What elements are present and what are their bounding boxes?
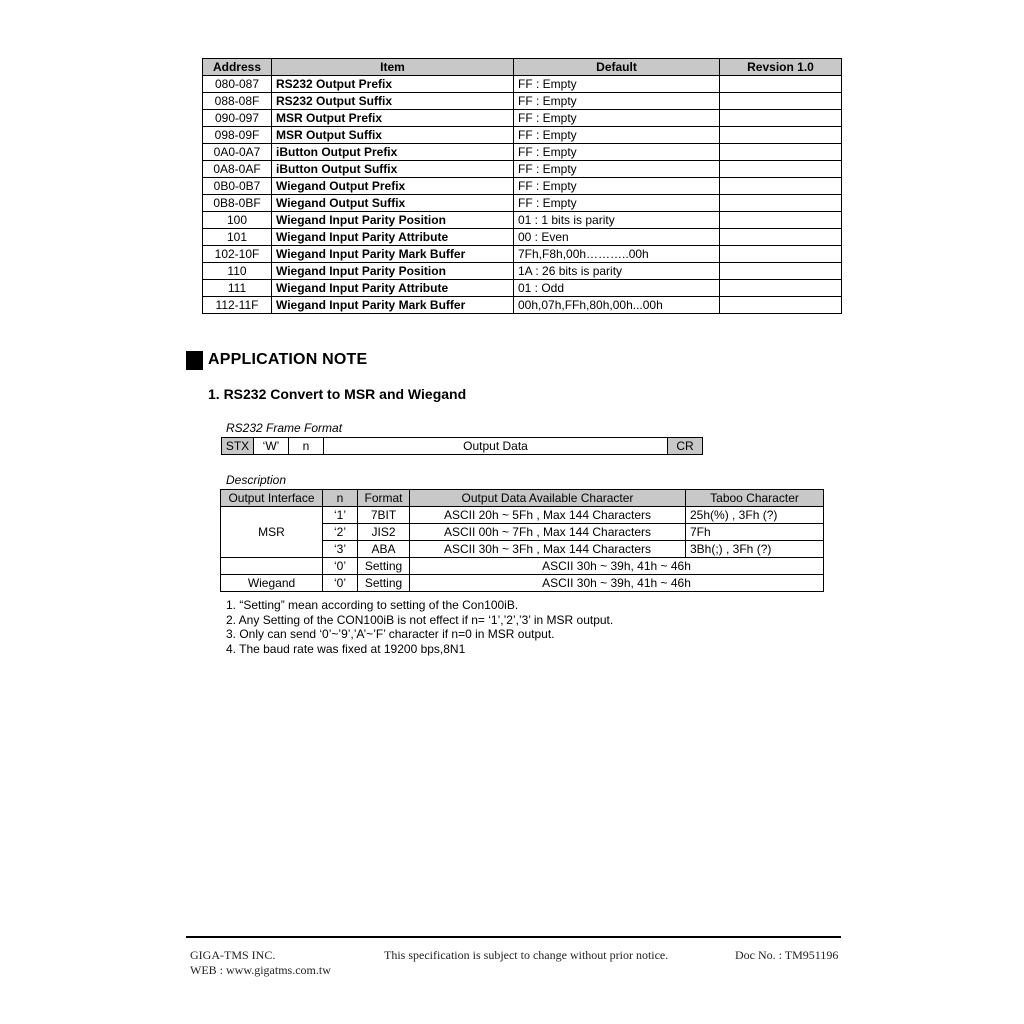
frame-row xyxy=(222,438,703,455)
footer-divider xyxy=(186,936,841,938)
default-cell: FF : Empty xyxy=(514,93,720,110)
frame-cell-stx: STX xyxy=(222,438,254,455)
revision-cell xyxy=(720,76,842,93)
revision-cell xyxy=(720,144,842,161)
format-cell: JIS2 xyxy=(358,524,410,541)
description-header xyxy=(221,490,824,507)
table-row xyxy=(203,127,842,144)
item-cell: Wiegand Input Parity Mark Buffer xyxy=(272,297,514,314)
header-item: Item xyxy=(272,59,514,76)
address-cell: 088-08F xyxy=(203,93,272,110)
table-row xyxy=(203,93,842,110)
default-cell: FF : Empty xyxy=(514,161,720,178)
footer-website: WEB : www.gigatms.com.tw xyxy=(190,963,331,977)
taboo-cell: 7Fh xyxy=(686,524,824,541)
chars-cell: ASCII 20h ~ 5Fh , Max 144 Characters xyxy=(410,507,686,524)
item-cell: Wiegand Output Suffix xyxy=(272,195,514,212)
chars-cell: ASCII 30h ~ 39h, 41h ~ 46h xyxy=(410,558,824,575)
header-default: Default xyxy=(514,59,720,76)
frame-cell-n: n xyxy=(289,438,324,455)
address-cell: 0B8-0BF xyxy=(203,195,272,212)
revision-cell xyxy=(720,178,842,195)
item-cell: Wiegand Input Parity Attribute xyxy=(272,229,514,246)
revision-cell xyxy=(720,212,842,229)
header-output-interface: Output Interface xyxy=(221,490,323,507)
interface-cell-wiegand: Wiegand xyxy=(221,575,323,592)
note-item: 4. The baud rate was fixed at 19200 bps,8N1 xyxy=(226,641,466,656)
table-row xyxy=(203,229,842,246)
address-cell: 110 xyxy=(203,263,272,280)
table-row xyxy=(203,280,842,297)
table-row xyxy=(221,575,824,592)
taboo-cell: 3Bh(;) , 3Fh (?) xyxy=(686,541,824,558)
table-row xyxy=(221,558,824,575)
header-available-character: Output Data Available Character xyxy=(410,490,686,507)
n-cell: ‘1’ xyxy=(323,507,358,524)
address-cell: 111 xyxy=(203,280,272,297)
table-row xyxy=(203,212,842,229)
header-format: Format xyxy=(358,490,410,507)
note-item: 2. Any Setting of the CON100iB is not effect if n= ‘1’,’2’,’3’ in MSR output. xyxy=(226,612,614,627)
address-cell: 102-10F xyxy=(203,246,272,263)
address-cell: 0B0-0B7 xyxy=(203,178,272,195)
table-row xyxy=(221,507,824,524)
address-cell: 112-11F xyxy=(203,297,272,314)
table-row xyxy=(203,144,842,161)
revision-cell xyxy=(720,161,842,178)
table-row xyxy=(203,76,842,93)
revision-cell xyxy=(720,195,842,212)
table-row xyxy=(203,246,842,263)
default-cell: FF : Empty xyxy=(514,76,720,93)
format-cell: ABA xyxy=(358,541,410,558)
frame-format-table xyxy=(221,437,703,455)
register-table xyxy=(202,58,842,314)
table-row xyxy=(203,110,842,127)
table-row xyxy=(203,161,842,178)
item-cell: iButton Output Prefix xyxy=(272,144,514,161)
section-title: APPLICATION NOTE xyxy=(208,351,368,368)
taboo-cell: 25h(%) , 3Fh (?) xyxy=(686,507,824,524)
revision-cell xyxy=(720,263,842,280)
section-heading xyxy=(186,349,367,371)
revision-cell xyxy=(720,110,842,127)
address-cell: 090-097 xyxy=(203,110,272,127)
default-cell: 1A : 26 bits is parity xyxy=(514,263,720,280)
item-cell: Wiegand Input Parity Position xyxy=(272,212,514,229)
address-cell: 101 xyxy=(203,229,272,246)
address-cell: 098-09F xyxy=(203,127,272,144)
default-cell: FF : Empty xyxy=(514,144,720,161)
address-cell: 080-087 xyxy=(203,76,272,93)
default-cell: 01 : Odd xyxy=(514,280,720,297)
frame-cell-cr: CR xyxy=(668,438,703,455)
revision-cell xyxy=(720,93,842,110)
register-table-header xyxy=(203,59,842,76)
item-cell: Wiegand Input Parity Mark Buffer xyxy=(272,246,514,263)
n-cell: ‘2’ xyxy=(323,524,358,541)
format-cell: 7BIT xyxy=(358,507,410,524)
default-cell: FF : Empty xyxy=(514,127,720,144)
footer-doc-number: Doc No. : TM951196 xyxy=(735,948,839,962)
note-item: 1. “Setting” mean according to setting of the Con100iB. xyxy=(226,598,519,612)
revision-cell xyxy=(720,127,842,144)
frame-format-caption: RS232 Frame Format xyxy=(226,421,343,435)
default-cell: 01 : 1 bits is parity xyxy=(514,212,720,229)
item-cell: RS232 Output Prefix xyxy=(272,76,514,93)
square-bullet-icon xyxy=(186,351,203,370)
table-row xyxy=(203,195,842,212)
item-cell: Wiegand Output Prefix xyxy=(272,178,514,195)
frame-cell-output-data: Output Data xyxy=(324,438,668,455)
address-cell: 0A8-0AF xyxy=(203,161,272,178)
chars-cell: ASCII 30h ~ 3Fh , Max 144 Characters xyxy=(410,541,686,558)
revision-cell xyxy=(720,297,842,314)
item-cell: iButton Output Suffix xyxy=(272,161,514,178)
header-revision: Revsion 1.0 xyxy=(720,59,842,76)
description-caption: Description xyxy=(226,473,287,487)
default-cell: 7Fh,F8h,00h………..00h xyxy=(514,246,720,263)
item-cell: Wiegand Input Parity Attribute xyxy=(272,280,514,297)
n-cell: ‘0’ xyxy=(323,575,358,592)
notes-list xyxy=(226,598,613,656)
table-row xyxy=(203,263,842,280)
revision-cell xyxy=(720,229,842,246)
item-cell: Wiegand Input Parity Position xyxy=(272,263,514,280)
table-row xyxy=(203,297,842,314)
format-cell: Setting xyxy=(358,558,410,575)
subsection-title: 1. RS232 Convert to MSR and Wiegand xyxy=(208,386,467,402)
interface-cell-msr: MSR xyxy=(221,507,323,558)
header-taboo-character: Taboo Character xyxy=(686,490,824,507)
n-cell: ‘3’ xyxy=(323,541,358,558)
chars-cell: ASCII 30h ~ 39h, 41h ~ 46h xyxy=(410,575,824,592)
default-cell: 00h,07h,FFh,80h,00h...00h xyxy=(514,297,720,314)
revision-cell xyxy=(720,246,842,263)
description-table xyxy=(220,489,824,592)
chars-cell: ASCII 00h ~ 7Fh , Max 144 Characters xyxy=(410,524,686,541)
item-cell: MSR Output Suffix xyxy=(272,127,514,144)
address-cell: 0A0-0A7 xyxy=(203,144,272,161)
n-cell: ‘0’ xyxy=(323,558,358,575)
frame-cell-command: ‘W’ xyxy=(254,438,289,455)
note-item: 3. Only can send ‘0’~’9’,’A’~’F’ character if n=0 in MSR output. xyxy=(226,627,555,641)
item-cell: RS232 Output Suffix xyxy=(272,93,514,110)
default-cell: 00 : Even xyxy=(514,229,720,246)
footer-notice: This specification is subject to change without prior notice. xyxy=(384,948,669,962)
item-cell: MSR Output Prefix xyxy=(272,110,514,127)
footer-company: GIGA-TMS INC. xyxy=(190,948,276,962)
default-cell: FF : Empty xyxy=(514,178,720,195)
revision-cell xyxy=(720,280,842,297)
address-cell: 100 xyxy=(203,212,272,229)
header-n: n xyxy=(323,490,358,507)
interface-cell-blank xyxy=(221,558,323,575)
default-cell: FF : Empty xyxy=(514,195,720,212)
format-cell: Setting xyxy=(358,575,410,592)
header-address: Address xyxy=(203,59,272,76)
table-row xyxy=(203,178,842,195)
default-cell: FF : Empty xyxy=(514,110,720,127)
